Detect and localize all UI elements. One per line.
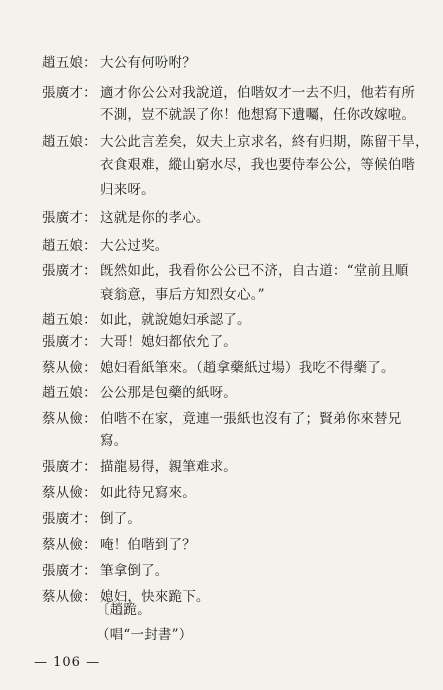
dialogue-text: 归来呀。	[100, 182, 155, 198]
speaker-name: 趙五娘：	[42, 238, 97, 254]
speaker-name: 蔡从儉：	[42, 537, 97, 553]
dialogue-line	[42, 262, 422, 280]
dialogue-text: 媳妇看紙筆來。（趙拿藥紙过場）我吃不得藥了。	[100, 360, 395, 376]
dialogue-text: 不測，豈不就誤了你！他想寫下遺囑，任你改嫁啦。	[100, 107, 416, 123]
speaker-name: 張廣才：	[42, 334, 97, 350]
speaker-name: 張廣才：	[42, 459, 97, 475]
speaker-name: 蔡从儉：	[42, 411, 97, 427]
dialogue-text: 大哥！媳妇都依允了。	[100, 334, 237, 350]
dialogue-line	[42, 384, 422, 402]
speaker-name: 趙五娘：	[42, 55, 97, 71]
dialogue-text: 这就是你的孝心。	[100, 210, 210, 226]
stage-direction: （唱“一封書”）	[96, 627, 193, 643]
dialogue-continuation	[100, 156, 430, 174]
dialogue-text: 大公过奖。	[100, 238, 169, 254]
speaker-name: 趙五娘：	[42, 134, 97, 150]
dialogue-text: 筆拿倒了。	[100, 563, 169, 579]
speaker-name: 張廣才：	[42, 85, 97, 101]
dialogue-text: 伯喈不在家，竟連一張紙也沒有了；賢弟你來替兄	[100, 411, 402, 427]
dialogue-text: 衣食艰难，縱山窮水尽，我也要侍奉公公，等候伯喈	[100, 157, 416, 173]
dialogue-text: 旣然如此，我看你公公已不济，自古道：“堂前且順	[100, 263, 409, 279]
dialogue-text: 唵！伯喈到了？	[100, 537, 196, 553]
dialogue-continuation	[100, 286, 430, 304]
dialogue-line	[42, 562, 422, 580]
speaker-name: 蔡从儉：	[42, 589, 97, 605]
dialogue-line	[42, 510, 422, 528]
dialogue-line	[42, 484, 422, 502]
dialogue-line	[42, 133, 429, 151]
speaker-name: 張廣才：	[42, 263, 97, 279]
speaker-name: 張廣才：	[42, 210, 97, 226]
stage-direction: 〔趙跪。	[96, 602, 151, 618]
dialogue-continuation	[100, 432, 430, 450]
dialogue-text: 倒了。	[100, 511, 142, 527]
dialogue-text: 衰翁意，事后方知烈女心。”	[100, 287, 265, 303]
speaker-name: 蔡从儉：	[42, 360, 97, 376]
speaker-name: 張廣才：	[42, 563, 97, 579]
dialogue-line	[42, 54, 422, 72]
dialogue-text: 媳妇，快來跪下。	[100, 589, 210, 605]
dialogue-text: 如此，就說媳妇承認了。	[100, 312, 251, 328]
dialogue-line	[42, 209, 422, 227]
dialogue-line	[42, 536, 422, 554]
speaker-name: 趙五娘：	[42, 312, 97, 328]
dialogue-line	[42, 458, 422, 476]
dialogue-continuation	[100, 106, 430, 124]
dialogue-line	[42, 359, 422, 377]
dialogue-line	[42, 84, 422, 102]
dialogue-text: 如此待兄寫來。	[100, 485, 196, 501]
speaker-name: 蔡从儉：	[42, 485, 97, 501]
dialogue-text: 適才你公公对我說道，伯喈奴才一去不归，他若有所	[100, 85, 416, 101]
dialogue-line	[42, 237, 422, 255]
dialogue-text: 大公有何吩咐？	[100, 55, 196, 71]
dialogue-line	[42, 311, 422, 329]
speaker-name: 張廣才：	[42, 511, 97, 527]
dialogue-line	[42, 410, 422, 428]
dialogue-text: 描龍易得，親筆难求。	[100, 459, 237, 475]
page-number: — 106 —	[34, 655, 101, 670]
speaker-name: 趙五娘：	[42, 385, 97, 401]
dialogue-text: 寫。	[100, 433, 128, 449]
dialogue-text: 公公那是包藥的紙呀。	[100, 385, 237, 401]
dialogue-text: 大公此言差矣，奴夫上京求名，終有归期，陈留干旱，	[100, 134, 429, 150]
dialogue-continuation	[100, 181, 430, 199]
dialogue-line	[42, 333, 422, 351]
